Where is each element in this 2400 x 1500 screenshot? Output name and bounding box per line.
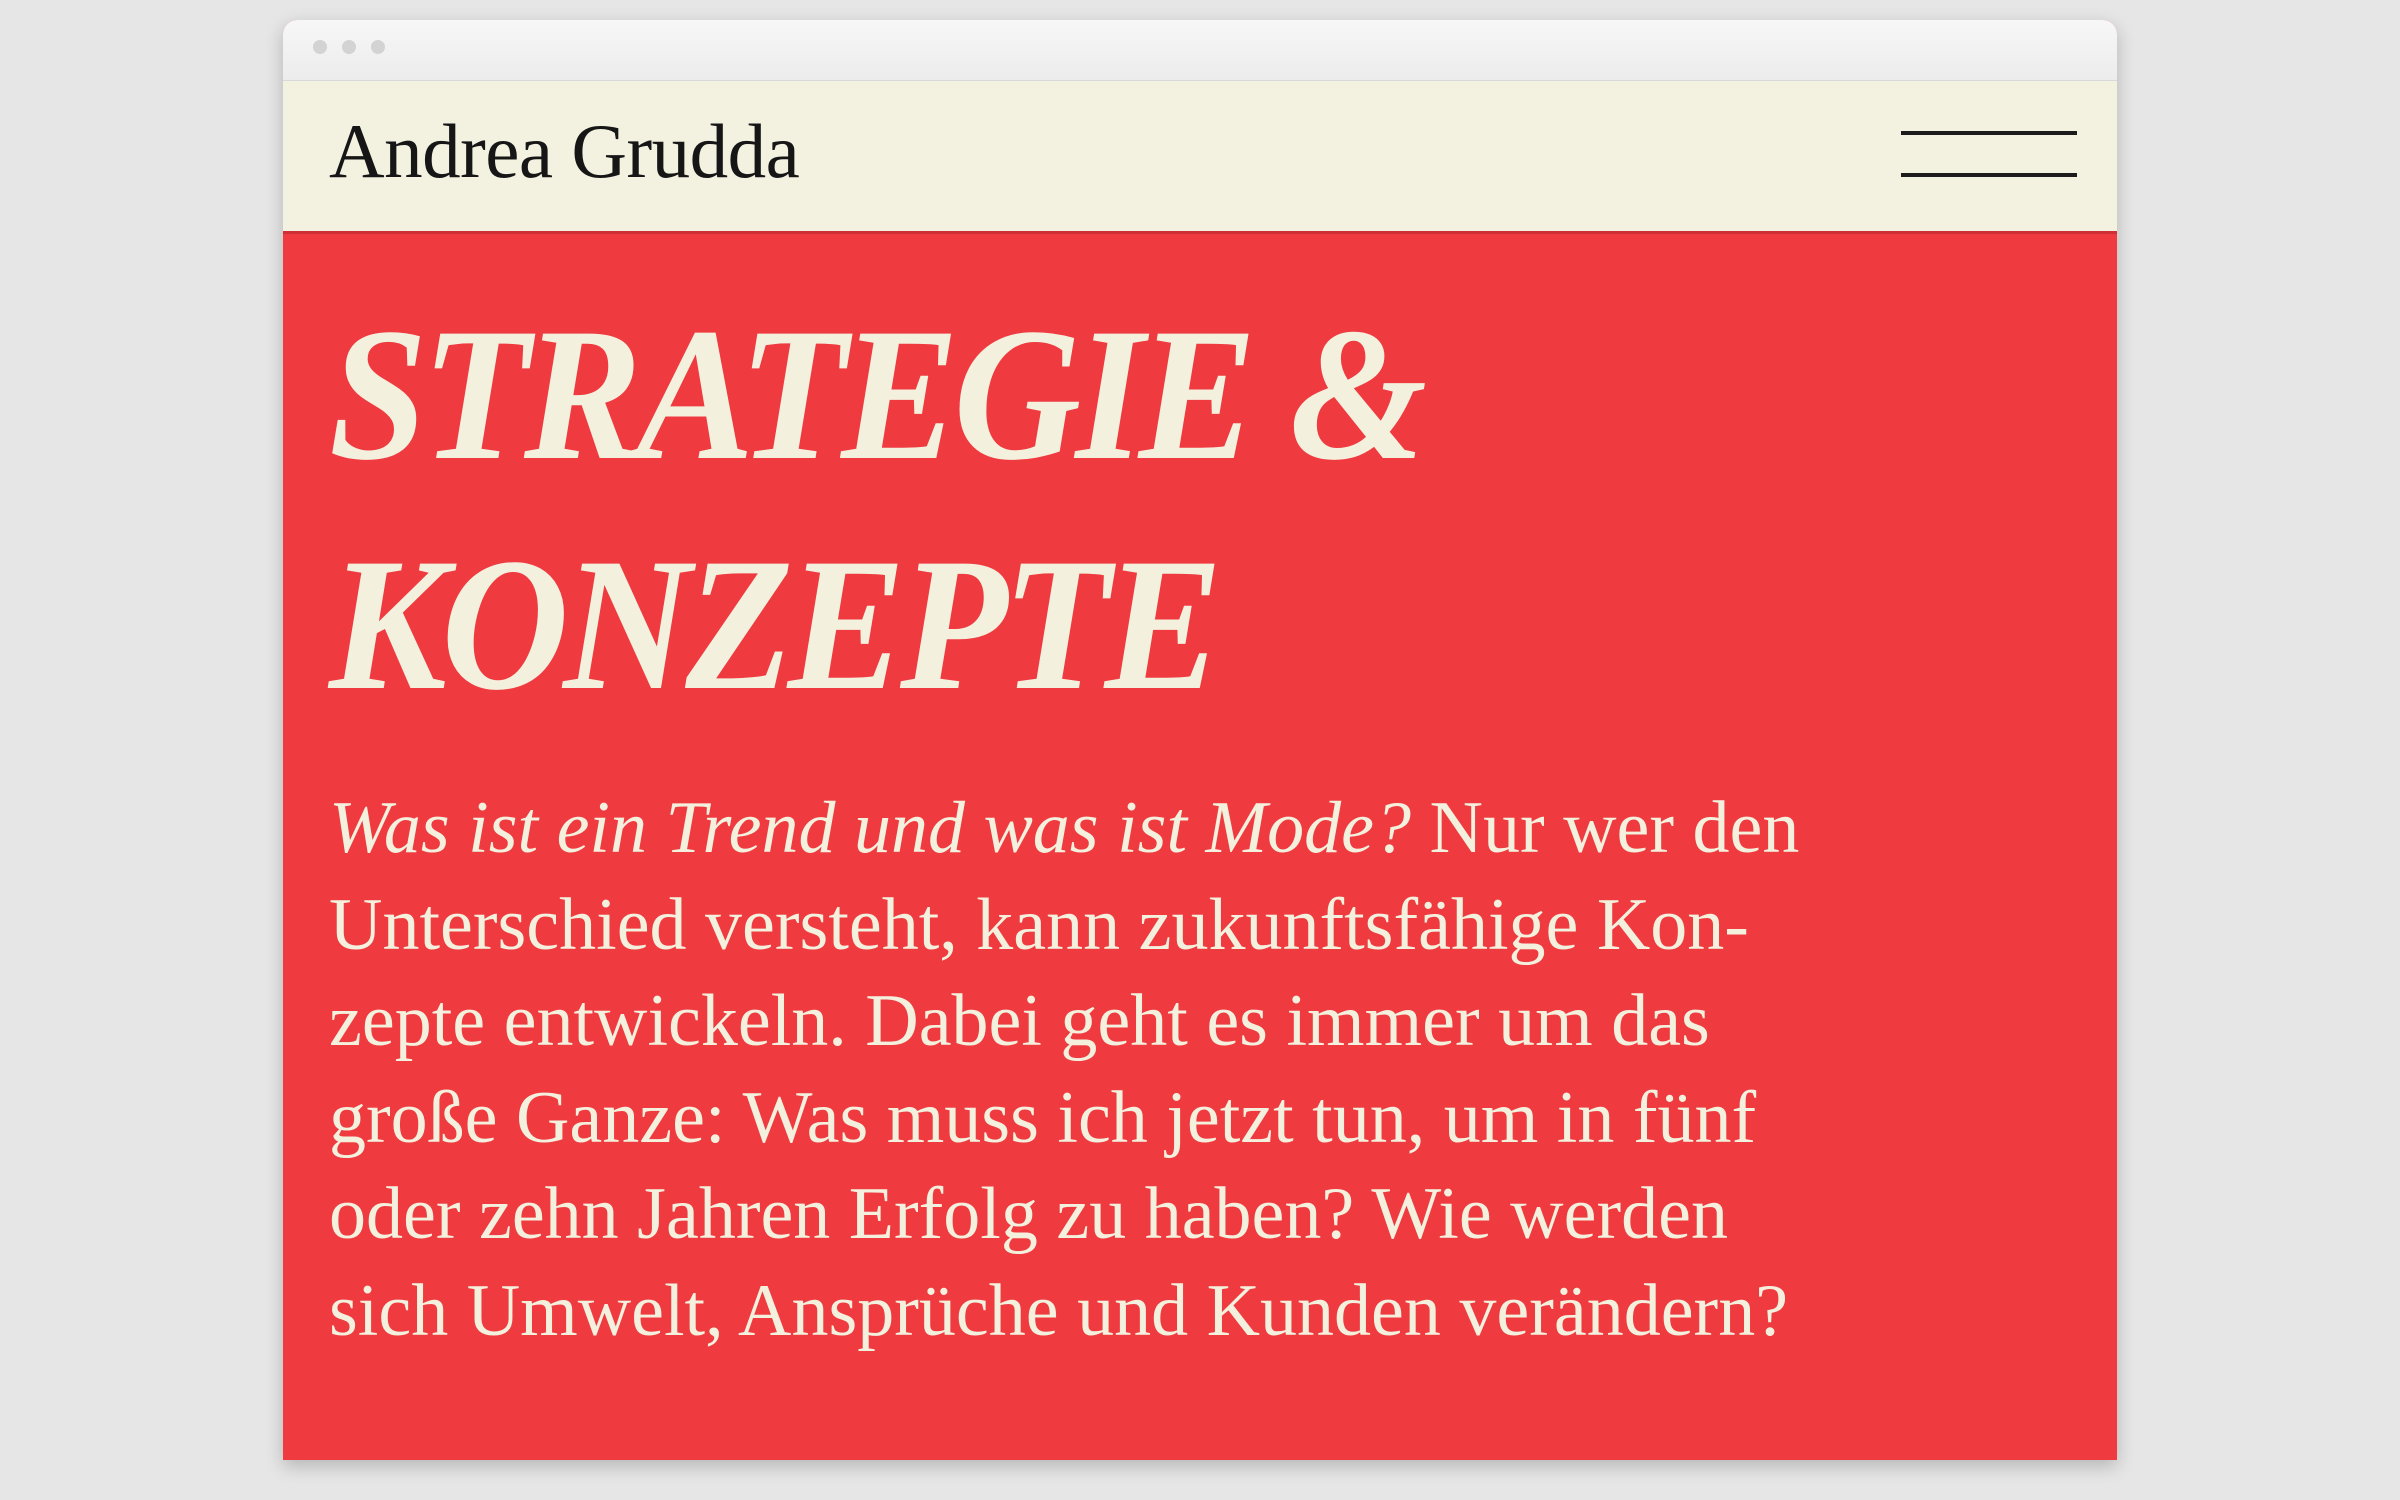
page-heading-line: STRATEGIE & xyxy=(329,290,1422,500)
menu-button[interactable] xyxy=(1901,131,2077,181)
window-close-dot[interactable] xyxy=(313,40,327,54)
site-header xyxy=(283,81,2117,234)
intro-line: zepte entwickeln. Dabei geht es immer um das xyxy=(329,980,1710,1062)
intro-paragraph xyxy=(329,780,2049,1359)
page-heading-line: KONZEPTE xyxy=(329,520,1217,730)
browser-window xyxy=(283,20,2117,1460)
intro-line: oder zehn Jahren Erfolg zu haben? Wie werden xyxy=(329,1173,1728,1255)
intro-lead-question: Was ist ein Trend und was ist Mode? xyxy=(329,787,1411,869)
window-maximize-dot[interactable] xyxy=(371,40,385,54)
window-minimize-dot[interactable] xyxy=(342,40,356,54)
window-controls xyxy=(313,40,385,54)
intro-line: Unterschied versteht, kann zukunftsfähige Kon- xyxy=(329,883,1749,966)
intro-line: Nur wer den xyxy=(1429,787,1800,869)
site-title[interactable]: Andrea Grudda xyxy=(329,108,800,194)
intro-line: sich Umwelt, Ansprüche und Kunden verändern? xyxy=(329,1269,1789,1352)
page-heading xyxy=(329,280,1445,740)
menu-icon-line-bottom xyxy=(1901,173,2077,177)
browser-title-bar xyxy=(283,20,2117,81)
menu-icon-line-top xyxy=(1901,131,2077,135)
intro-line: große Ganze: Was muss ich jetzt tun, um in fünf xyxy=(329,1076,1757,1159)
main-content xyxy=(329,234,2057,1359)
